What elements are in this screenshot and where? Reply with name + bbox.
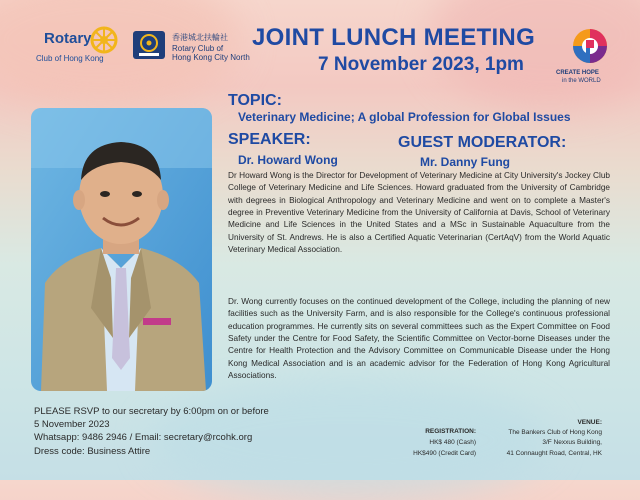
speaker-portrait-illustration (31, 108, 212, 391)
city-north-name-line2: Hong Kong City North (172, 53, 250, 62)
city-north-name-line1: Rotary Club of (172, 44, 224, 53)
venue-name: The Bankers Club of Hong Kong (508, 429, 602, 436)
dress-code: Dress code: Business Attire (34, 446, 151, 457)
rsvp-instruction: PLEASE RSVP to our secretary by 6:00pm on or before (34, 406, 269, 417)
registration-cash-price: HK$ 480 (Cash) (429, 439, 476, 446)
city-north-chinese-name: 香港城北扶輪社 (172, 33, 228, 42)
venue-address: 41 Connaught Road, Central, HK (506, 450, 602, 457)
speaker-name: Dr. Howard Wong (238, 153, 338, 167)
speaker-heading: SPEAKER: (228, 131, 311, 148)
registration-heading: REGISTRATION: (425, 428, 476, 435)
page-title: JOINT LUNCH MEETING (252, 24, 536, 51)
rsvp-deadline: 5 November 2023 (34, 419, 110, 430)
speaker-photo (31, 108, 212, 391)
rotary-logo-text: Rotary (44, 30, 92, 47)
topic-heading: TOPIC: (228, 92, 282, 109)
rotary-wheel-icon (90, 26, 118, 54)
moderator-heading: GUEST MODERATOR: (398, 134, 567, 151)
speaker-bio-paragraph-2: Dr. Wong currently focuses on the continued development of the College, including the planning of new facilities such as the University Farm, and is also responsible for the College's continuous professional education programmes. He currently sits on several committees such as the Expert Committee on Food Safety under the Centre for Food Safety, the Scientific Committee on Vector-borne Diseases under the Centre for Health Protection and the Advisory Committee on Communicable Disease under the Hong Kong Medical Association and is an academic advisor for the Federation of Hong Kong Agricultural Associations. (228, 297, 610, 381)
registration-card-price: HK$490 (Credit Card) (413, 450, 476, 457)
create-hope-line1: CREATE HOPE (556, 70, 599, 76)
speaker-bio-paragraph-1: Dr Howard Wong is the Director for Development of Veterinary Medicine at City University's Jockey Club College of Veterinary Medicine and Life Sciences. Howard graduated from the University of Cambridge with degrees in Biological Anthropology and Veterinary Medicine and went on to complete a Master's degree in Preventive Veterinary Medicine from the University of California at Davis, School of Veterinary Medicine and Life Sciences in the United States and a MSc in Sustainable Aquaculture from the University of St. Andrews. He is also a Certified Aquatic Veterinarian (CertAqV) from the World Aquatic Veterinary Medical Association. (228, 171, 610, 255)
city-north-emblem-icon (132, 30, 166, 60)
moderator-name: Mr. Danny Fung (420, 155, 510, 169)
venue-building: 3/F Nexxus Building, (542, 439, 602, 446)
topic-text: Veterinary Medicine; A global Profession for Global Issues (238, 110, 571, 124)
rotary-logo-subtitle: Club of Hong Kong (36, 54, 104, 63)
venue-heading: VENUE: (577, 419, 602, 426)
create-hope-line2: in the WORLD (562, 78, 601, 84)
create-hope-logo-icon (570, 26, 610, 68)
event-date: 7 November 2023, 1pm (318, 54, 524, 75)
rsvp-contact: Whatsapp: 9486 2946 / Email: secretary@rcohk.org (34, 432, 253, 443)
